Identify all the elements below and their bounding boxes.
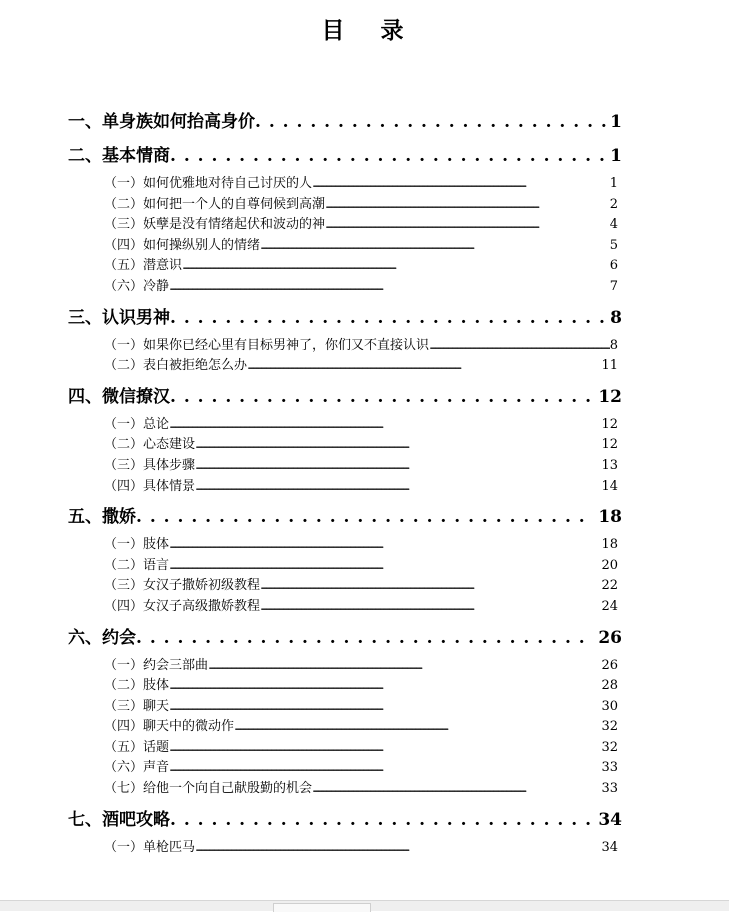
section-title: （一）如何优雅地对待自己讨厌的人 bbox=[104, 176, 313, 191]
section-page-number: 18 bbox=[601, 537, 618, 553]
toc-chapter-entry[interactable] bbox=[68, 143, 622, 169]
section-page-number: 13 bbox=[601, 457, 618, 473]
section-page-number: 32 bbox=[601, 719, 618, 735]
toc-chapter-entry[interactable] bbox=[68, 504, 622, 530]
leader-dots bbox=[195, 455, 601, 476]
section-title: （三）妖孽是没有情绪起伏和波动的神 bbox=[104, 217, 326, 233]
chapter-page-number: 8 bbox=[610, 307, 622, 328]
toc-section-entry[interactable] bbox=[68, 696, 622, 717]
section-page-number: 20 bbox=[601, 557, 618, 573]
leader-dots bbox=[169, 696, 601, 717]
section-title: （三）女汉子撒娇初级教程 bbox=[104, 578, 261, 594]
toc-section-entry[interactable] bbox=[68, 194, 622, 215]
table-of-contents bbox=[68, 109, 622, 857]
leader-dots bbox=[208, 655, 601, 676]
chapter-page-number: 12 bbox=[598, 386, 622, 407]
page-title: 目 录 bbox=[321, 17, 418, 44]
leader-dots bbox=[169, 534, 601, 555]
section-title: （五）话题 bbox=[104, 739, 170, 755]
section-page-number: 33 bbox=[601, 760, 618, 776]
section-page-number: 12 bbox=[601, 416, 618, 432]
section-page-number: 22 bbox=[601, 578, 618, 594]
section-page-number: 5 bbox=[609, 237, 618, 253]
leader-dots bbox=[170, 143, 606, 169]
toc-section-entry[interactable] bbox=[68, 173, 622, 194]
leader-dots bbox=[234, 716, 601, 737]
section-page-number: 32 bbox=[601, 739, 618, 755]
section-title: （六）冷静 bbox=[104, 278, 170, 294]
section-title: （三）聊天 bbox=[104, 698, 170, 714]
section-title: （二）如何把一个人的自尊伺候到高潮 bbox=[104, 196, 326, 212]
section-page-number: 12 bbox=[601, 437, 618, 453]
section-page-number: 11 bbox=[601, 358, 618, 374]
leader-dots bbox=[170, 384, 594, 410]
leader-dots bbox=[195, 434, 601, 455]
leader-dots bbox=[182, 255, 610, 276]
leader-dots bbox=[312, 173, 610, 194]
section-title: （四）如何操纵别人的情绪 bbox=[104, 237, 261, 253]
section-title: （一）约会三部曲 bbox=[104, 657, 209, 673]
leader-dots bbox=[260, 235, 610, 256]
toc-chapter-entry[interactable] bbox=[68, 384, 622, 410]
leader-dots bbox=[169, 276, 610, 297]
leader-dots bbox=[169, 737, 601, 758]
chapter-title: 二、基本情商 bbox=[68, 146, 170, 166]
toc-section-entry[interactable] bbox=[68, 778, 622, 799]
leader-dots bbox=[170, 807, 594, 833]
chapter-title: 七、酒吧攻略 bbox=[68, 809, 170, 830]
section-page-number: 4 bbox=[609, 217, 618, 233]
leader-dots bbox=[169, 555, 601, 576]
toc-section-entry[interactable] bbox=[68, 276, 622, 297]
leader-dots bbox=[169, 757, 601, 778]
section-page-number: 26 bbox=[601, 657, 618, 673]
leader-dots bbox=[170, 305, 606, 331]
chapter-title: 四、微信撩汉 bbox=[68, 386, 170, 407]
toc-section-entry[interactable] bbox=[68, 596, 622, 617]
section-title: （一）肢体 bbox=[104, 537, 170, 553]
chapter-page-number: 34 bbox=[598, 809, 622, 830]
toc-section-entry[interactable] bbox=[68, 455, 622, 476]
toc-section-entry[interactable] bbox=[68, 575, 622, 596]
leader-dots bbox=[255, 109, 606, 135]
section-title: （四）女汉子高级撒娇教程 bbox=[104, 598, 261, 614]
leader-dots bbox=[429, 335, 610, 356]
toc-section-entry[interactable] bbox=[68, 355, 622, 376]
section-title: （四）聊天中的微动作 bbox=[104, 719, 235, 735]
toc-section-entry[interactable] bbox=[68, 757, 622, 778]
chapter-title: 六、约会 bbox=[68, 627, 136, 648]
leader-dots bbox=[136, 504, 594, 530]
chapter-page-number: 1 bbox=[610, 146, 622, 166]
section-page-number: 28 bbox=[601, 678, 618, 694]
chapter-title: 一、单身族如何抬高身价 bbox=[68, 112, 255, 132]
section-page-number: 33 bbox=[601, 781, 618, 797]
chapter-page-number: 26 bbox=[598, 627, 622, 648]
section-title: （四）具体情景 bbox=[104, 478, 196, 494]
toc-chapter-entry[interactable] bbox=[68, 625, 622, 651]
section-page-number: 8 bbox=[609, 337, 618, 353]
toc-section-entry[interactable] bbox=[68, 335, 622, 356]
toc-chapter-entry[interactable] bbox=[68, 109, 622, 135]
section-title: （二）语言 bbox=[104, 557, 170, 573]
toc-section-entry[interactable] bbox=[68, 235, 622, 256]
chapter-title: 五、撒娇 bbox=[68, 507, 136, 528]
section-page-number: 14 bbox=[601, 478, 618, 494]
toc-section-entry[interactable] bbox=[68, 675, 622, 696]
leader-dots bbox=[169, 675, 601, 696]
section-title: （五）潜意识 bbox=[104, 258, 183, 274]
section-title: （三）具体步骤 bbox=[104, 457, 196, 473]
toc-section-entry[interactable] bbox=[68, 737, 622, 758]
section-page-number: 1 bbox=[609, 176, 618, 191]
toc-section-entry[interactable] bbox=[68, 476, 622, 497]
toc-section-entry[interactable] bbox=[68, 555, 622, 576]
section-title: （七）给他一个向自己献殷勤的机会 bbox=[104, 781, 313, 797]
horizontal-scrollbar[interactable] bbox=[0, 900, 729, 911]
toc-section-entry[interactable] bbox=[68, 434, 622, 455]
section-page-number: 6 bbox=[609, 258, 618, 274]
toc-section-entry[interactable] bbox=[68, 716, 622, 737]
toc-section-entry[interactable] bbox=[68, 534, 622, 555]
chapter-page-number: 18 bbox=[598, 507, 622, 528]
section-title: （一）如果你已经心里有目标男神了，你们又不直接认识 bbox=[104, 337, 430, 353]
section-title: （二）表白被拒绝怎么办 bbox=[104, 358, 248, 374]
chapter-page-number: 1 bbox=[610, 112, 622, 132]
section-page-number: 7 bbox=[609, 278, 618, 294]
section-title: （六）声音 bbox=[104, 760, 170, 776]
leader-dots bbox=[260, 596, 601, 617]
leader-dots bbox=[247, 355, 601, 376]
section-page-number: 34 bbox=[601, 839, 618, 855]
chapter-title: 三、认识男神 bbox=[68, 307, 170, 328]
toc-chapter-entry[interactable] bbox=[68, 305, 622, 331]
toc-section-entry[interactable] bbox=[68, 414, 622, 435]
toc-section-entry[interactable] bbox=[68, 255, 622, 276]
section-page-number: 2 bbox=[609, 196, 618, 212]
section-title: （二）心态建设 bbox=[104, 437, 196, 453]
section-page-number: 24 bbox=[601, 598, 618, 614]
scrollbar-thumb[interactable] bbox=[273, 903, 371, 912]
toc-chapter-entry[interactable] bbox=[68, 807, 622, 833]
leader-dots bbox=[325, 214, 610, 235]
section-page-number: 30 bbox=[601, 698, 618, 714]
section-title: （一）单枪匹马 bbox=[104, 839, 196, 855]
leader-dots bbox=[136, 625, 594, 651]
leader-dots bbox=[312, 778, 601, 799]
toc-section-entry[interactable] bbox=[68, 655, 622, 676]
section-title: （一）总论 bbox=[104, 416, 170, 432]
toc-section-entry[interactable] bbox=[68, 214, 622, 235]
leader-dots bbox=[169, 414, 601, 435]
leader-dots bbox=[195, 837, 601, 858]
section-title: （二）肢体 bbox=[104, 678, 170, 694]
toc-section-entry[interactable] bbox=[68, 837, 622, 858]
leader-dots bbox=[260, 575, 601, 596]
leader-dots bbox=[325, 194, 610, 215]
leader-dots bbox=[195, 476, 601, 497]
